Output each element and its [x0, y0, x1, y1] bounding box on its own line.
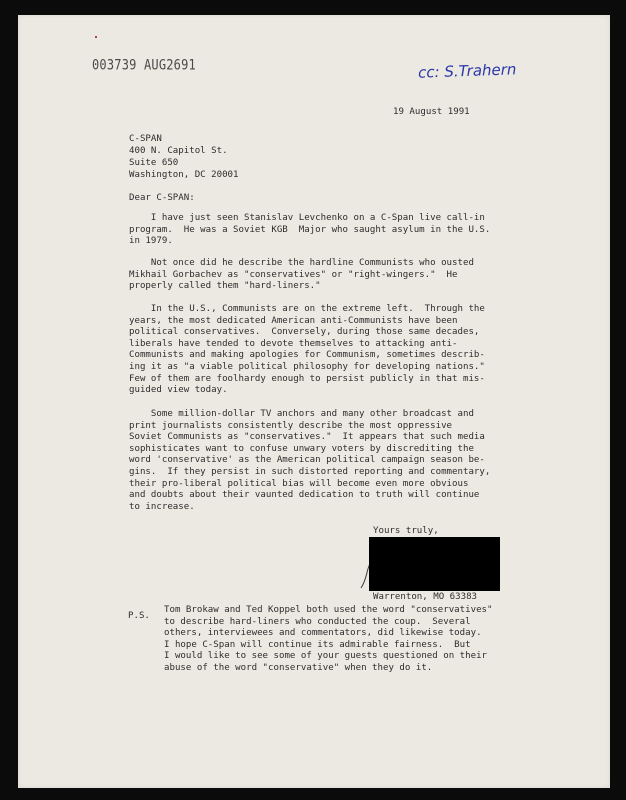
- ps-label: P.S.: [128, 611, 150, 621]
- receipt-stamp: 003739 AUG2691: [92, 56, 196, 74]
- body-paragraph-2: Not once did he describe the hardline Communists who ousted Mikhail Gorbachev as "conservatives" or "right-wingers." He properly called them "hard-liners.": [129, 258, 474, 292]
- recipient-address-line-1: C-SPAN: [129, 134, 162, 144]
- body-paragraph-3: In the U.S., Communists are on the extreme left. Through the years, the most dedicated American anti-Communists have been political conservatives. Conversely, during those same decades, liberals have tended to devote themselves to attacking anti- Communists and making apologies for Communism, sometimes describ- ing it as "a viable political philosophy for developing nations." Few of them are foolhardy enough to persist publicly in that mis- guided view today.: [129, 304, 485, 396]
- ps-text: Tom Brokaw and Ted Koppel both used the word "conservatives" to describe hard-liners who conducted the coup. Several others, interviewees and commentators, did likewise today. I hope C-Span will continue its admirable fairness. But I would like to see some of your guests questioned on their abuse of the word "conservative" when they do it.: [164, 605, 493, 673]
- signer-location: Warrenton, MO 63383: [373, 592, 478, 602]
- recipient-address-line-4: Washington, DC 20001: [129, 170, 239, 180]
- body-paragraph-1: I have just seen Stanislav Levchenko on a C-Span live call-in program. He was a Soviet KGB Major who saught asylum in the U.S. in 1979.: [129, 213, 491, 247]
- handwritten-cc-note: cc: S.Trahern: [417, 60, 517, 82]
- recipient-address-line-2: 400 N. Capitol St.: [129, 146, 228, 156]
- closing: Yours truly,: [373, 526, 439, 536]
- red-ink-mark: [95, 36, 97, 38]
- letter-date: 19 August 1991: [393, 107, 470, 117]
- recipient-address-line-3: Suite 650: [129, 158, 179, 168]
- salutation: Dear C-SPAN:: [129, 193, 195, 203]
- redacted-signature-block: [369, 537, 500, 591]
- body-paragraph-4: Some million-dollar TV anchors and many other broadcast and print journalists consistently describe the most oppressive Soviet Communists as "conservatives." It appears that such media sophisticates want to confuse unwary voters by discrediting the word 'conservative' as the American political campaign season be- gins. If they persist in such distorted reporting and commentary, their pro-liberal political bias will become even more obvious and doubts about their vaunted dedication to truth will continue to increase.: [129, 409, 491, 512]
